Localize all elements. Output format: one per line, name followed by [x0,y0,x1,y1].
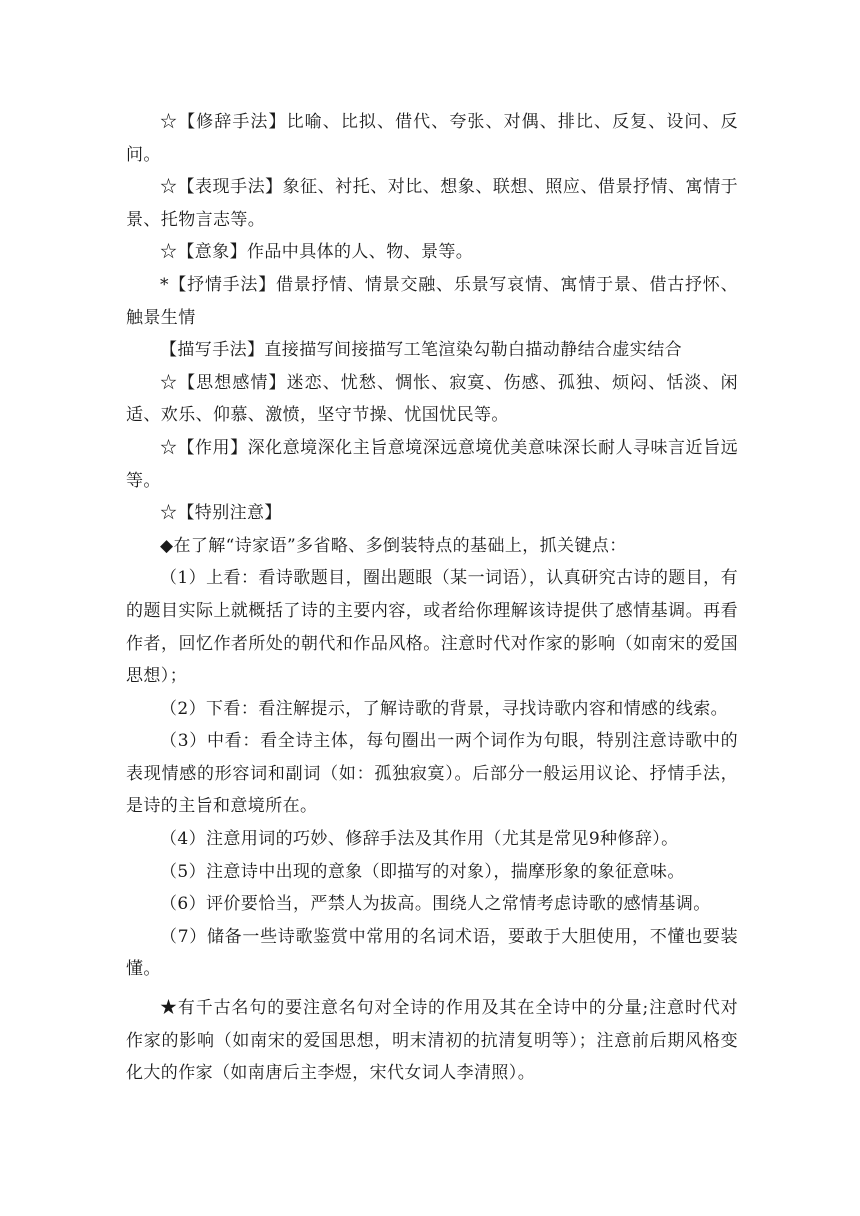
paragraph-function: ☆【作用】深化意境深化主旨意境深远意境优美意味深长耐人寻味言近旨远等。 [126,437,738,491]
list-item-7: （7）储备一些诗歌鉴赏中常用的名词术语，要敢于大胆使用，不懂也要装懂。 [126,926,738,980]
paragraph-rhetoric: ☆【修辞手法】比喻、比拟、借代、夸张、对偶、排比、反复、设问、反问。 [126,112,738,165]
paragraph-imagery: ☆【意象】作品中具体的人、物、景等。 [160,242,474,263]
list-item-6: （6）评价要恰当，严禁人为拔高。围绕人之常情考虑诗歌的感情基调。 [160,894,711,915]
list-item-4: （4）注意用词的巧妙、修辞手法及其作用（尤其是常见9种修辞）。 [160,829,679,850]
list-item-2: （2）下看：看注解提示，了解诗歌的背景，寻找诗歌内容和情感的线索。 [160,698,729,719]
document-body [126,106,738,1090]
paragraph-famous-lines: ★有千古名句的要注意名句对全诗的作用及其在全诗中的分量;注意时代对作家的影响（如南宋的爱国思想，明末清初的抗清复明等）；注意前后期风格变化大的作家（如南唐后主李煜，宋代女词人李清照）。 [126,998,738,1084]
list-item-1: （1）上看：看诗歌题目，圈出题眼（某一词语），认真研究古诗的题目，有的题目实际上就概括了诗的主要内容，或者给你理解该诗提供了感情基调。再看作者，回忆作者所处的朝代和作品风格。注意时代对作家的影响（如南宋的爱国思想）； [126,568,738,687]
list-item-5: （5）注意诗中出现的意象（即描写的对象），揣摩形象的象征意味。 [160,861,685,882]
paragraph-special-note: ☆【特别注意】 [160,503,282,524]
paragraph-lyric: *【抒情手法】借景抒情、情景交融、乐景写哀情、寓情于景、借古抒怀、触景生情 [126,274,738,328]
list-item-3: （3）中看：看全诗主体，每句圈出一两个词作为句眼，特别注意诗歌中的表现情感的形容词和副词（如：孤独寂寞）。后部分一般运用议论、抒情手法，是诗的主旨和意境所在。 [126,731,738,817]
paragraph-key-points: ◆在了解“诗家语”多省略、多倒装特点的基础上，抓关键点： [160,535,627,556]
paragraph-description: 【描写手法】直接描写间接描写工笔渲染勾勒白描动静结合虚实结合 [160,340,682,361]
paragraph-emotion: ☆【思想感情】迷恋、忧愁、惆怅、寂寞、伤感、孤独、烦闷、恬淡、闲适、欢乐、仰慕、激愤，坚守节操、忧国忧民等。 [126,372,738,426]
paragraph-expression: ☆【表现手法】象征、衬托、对比、想象、联想、照应、借景抒情、寓情于景、托物言志等。 [126,177,738,230]
